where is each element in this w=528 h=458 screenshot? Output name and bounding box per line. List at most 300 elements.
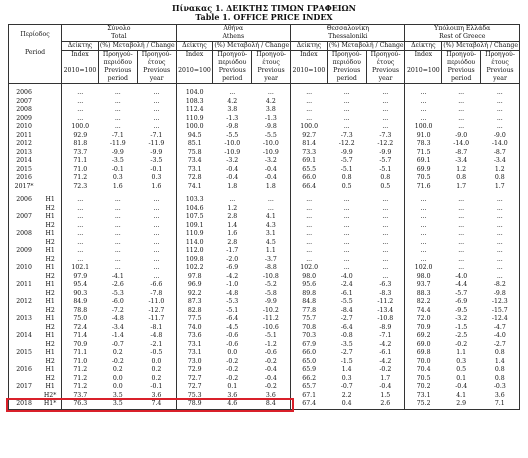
- cell-value: 3.6: [481, 392, 520, 401]
- cell-value: -11.2: [262, 315, 279, 323]
- row-year: 2012: [9, 140, 40, 149]
- cell-value: -6.9: [226, 264, 239, 272]
- cell-value: -10.2: [262, 306, 279, 314]
- cell-value: -0.4: [264, 366, 277, 374]
- row-year: [9, 358, 40, 367]
- cell-value: ...: [481, 89, 520, 98]
- cell-value: ...: [458, 89, 465, 97]
- cell-value: 8.4: [252, 400, 291, 409]
- cell-value: -0.6: [226, 332, 239, 340]
- half-year-row: [9, 205, 520, 214]
- cell-value: 75.0: [62, 315, 99, 324]
- cell-value: ...: [458, 247, 465, 255]
- row-year: [9, 392, 40, 401]
- cell-value: ...: [382, 97, 389, 105]
- cell-value: 102.2: [176, 264, 213, 273]
- cell-value: -4.1: [111, 272, 124, 280]
- cell-value: 70.4: [405, 366, 442, 375]
- half-year-row: [9, 307, 520, 316]
- cell-value: -4.2: [379, 357, 392, 365]
- row-year: 2009: [9, 115, 40, 124]
- cell-value: 75.8: [176, 149, 213, 158]
- cell-value: 3.6: [265, 391, 276, 399]
- cell-value: 3.1: [265, 230, 276, 238]
- cell-value: 81.8: [62, 140, 99, 149]
- cell-value: 0.2: [112, 349, 123, 357]
- cell-value: 71.2: [62, 383, 99, 392]
- row-year: [9, 307, 40, 316]
- row-half: [39, 174, 61, 183]
- cell-value: 98.0: [291, 273, 328, 282]
- half-year-row: [9, 281, 520, 290]
- cell-value: -8.2: [481, 281, 520, 290]
- cell-value: 100.0: [291, 123, 328, 132]
- cell-value: -6.4: [226, 315, 239, 323]
- cell-value: 96.9: [176, 281, 213, 290]
- header-row-index-change: [9, 42, 520, 51]
- cell-value: -0.2: [226, 357, 239, 365]
- cell-value: ...: [481, 264, 520, 273]
- cell-value: 2.8: [227, 213, 238, 221]
- row-year: 2017*: [9, 183, 40, 192]
- cell-value: 1.7: [456, 182, 467, 190]
- half-year-row: [9, 213, 520, 222]
- cell-value: 88.3: [405, 290, 442, 299]
- cell-value: 73.1: [176, 349, 213, 358]
- cell-value: -0.4: [379, 383, 392, 391]
- cell-value: ...: [114, 123, 121, 131]
- cell-value: -11.0: [148, 298, 165, 306]
- prev-period-sublabel-thessaloniki: Προηγού- περιόδου Previous period: [327, 51, 366, 84]
- cell-value: -6.9: [455, 298, 468, 306]
- cell-value: ...: [267, 204, 274, 212]
- change-header-total: (%) Μεταβολή / Change: [99, 42, 175, 49]
- cell-value: ...: [405, 247, 442, 256]
- cell-value: -6.0: [111, 298, 124, 306]
- cell-value: -10.6: [262, 323, 279, 331]
- cell-value: 72.9: [176, 366, 213, 375]
- half-year-row: [9, 366, 520, 375]
- half-year-row: [9, 332, 520, 341]
- cell-value: -2.4: [340, 281, 353, 289]
- cell-value: ...: [382, 238, 389, 246]
- prev-year-sublabel-athens: Προηγού- έτους Previous year: [252, 51, 291, 84]
- cell-value: -4.7: [481, 324, 520, 333]
- cell-value: ...: [62, 205, 99, 214]
- cell-value: 108.3: [176, 98, 213, 107]
- cell-value: ...: [458, 255, 465, 263]
- cell-value: -9.0: [455, 131, 468, 139]
- cell-value: 78.9: [176, 400, 213, 409]
- cell-value: -4.8: [111, 315, 124, 323]
- cell-value: 73.3: [291, 149, 328, 158]
- cell-value: 72.0: [405, 315, 442, 324]
- cell-value: ...: [382, 123, 389, 131]
- cell-value: 3.5: [98, 400, 137, 409]
- cell-value: 77.8: [291, 307, 328, 316]
- cell-value: ...: [267, 89, 274, 97]
- cell-value: 2.8: [227, 238, 238, 246]
- cell-value: 0.3: [112, 174, 123, 182]
- cell-value: -10.0: [262, 140, 279, 148]
- cell-value: -3.4: [111, 323, 124, 331]
- row-year: 2007: [9, 213, 40, 222]
- cell-value: -8.7: [481, 149, 520, 158]
- half-year-row: [9, 196, 520, 205]
- row-half: H1: [45, 230, 55, 238]
- table-title-greek: Πίνακας 1. ΔΕΙΚΤΗΣ ΤΙΜΩΝ ΓΡΑΦΕΙΩΝ: [172, 3, 356, 13]
- index-sublabel-athens: Index 2010=100: [176, 51, 213, 84]
- cell-value: ...: [291, 106, 328, 115]
- cell-value: -3.4: [481, 157, 520, 166]
- cell-value: ...: [382, 204, 389, 212]
- cell-value: 1.5: [380, 391, 391, 399]
- half-year-row: [9, 256, 520, 265]
- row-half: H2*: [43, 391, 57, 399]
- cell-value: ...: [481, 273, 520, 282]
- index-header-athens: Δείκτης: [176, 42, 213, 51]
- cell-value: 0.5: [380, 182, 391, 190]
- cell-value: 75.3: [176, 392, 213, 401]
- cell-value: -5.2: [264, 281, 277, 289]
- cell-value: ...: [62, 230, 99, 239]
- cell-value: ...: [153, 221, 160, 229]
- cell-value: ...: [458, 97, 465, 105]
- cell-value: -2.5: [455, 332, 468, 340]
- row-half: H2: [45, 204, 55, 212]
- cell-value: 104.6: [176, 205, 213, 214]
- half-year-row: [9, 239, 520, 248]
- cell-value: 1.7: [380, 374, 391, 382]
- cell-value: -10.9: [224, 148, 241, 156]
- period-header: [9, 25, 62, 84]
- prev-period-sublabel-athens: Προηγού- περιόδου Previous period: [213, 51, 252, 84]
- half-year-row: [9, 375, 520, 384]
- cell-value: ...: [481, 123, 520, 132]
- row-half: H2: [45, 272, 55, 280]
- cell-value: 92.2: [176, 290, 213, 299]
- prev-year-sublabel-rest: Προηγού- έτους Previous year: [481, 51, 520, 84]
- row-year: [9, 375, 40, 384]
- cell-value: -3.4: [455, 157, 468, 165]
- group-thessaloniki-header: Θεσσαλονίκη Thessaloniki: [291, 25, 405, 42]
- cell-value: -5.5: [264, 131, 277, 139]
- cell-value: ...: [405, 196, 442, 205]
- cell-value: -3.5: [111, 157, 124, 165]
- cell-value: ...: [405, 205, 442, 214]
- cell-value: -1.3: [226, 114, 239, 122]
- cell-value: 69.8: [405, 349, 442, 358]
- cell-value: 70.3: [291, 332, 328, 341]
- cell-value: 84.9: [62, 298, 99, 307]
- cell-value: -0.8: [340, 332, 353, 340]
- cell-value: ...: [62, 222, 99, 231]
- cell-value: 69.1: [405, 157, 442, 166]
- cell-value: ...: [114, 204, 121, 212]
- row-year: 2016: [9, 174, 40, 183]
- cell-value: -4.8: [226, 289, 239, 297]
- cell-value: 70.9: [62, 341, 99, 350]
- cell-value: -0.6: [264, 349, 277, 357]
- cell-value: 78.3: [405, 140, 442, 149]
- row-year: 2018: [9, 400, 40, 409]
- row-year: [9, 222, 40, 231]
- cell-value: -7.3: [379, 131, 392, 139]
- cell-value: 98.0: [405, 273, 442, 282]
- cell-value: ...: [481, 205, 520, 214]
- prev-year-sublabel-thessaloniki: Προηγού- έτους Previous year: [366, 51, 405, 84]
- half-year-row: [9, 349, 520, 358]
- row-year: 2012: [9, 298, 40, 307]
- cell-value: ...: [153, 272, 160, 280]
- index-header-total: Δείκτης: [62, 42, 99, 51]
- cell-value: -4.4: [455, 281, 468, 289]
- cell-value: -3.7: [264, 255, 277, 263]
- row-year: 2015: [9, 349, 40, 358]
- annual-row: [9, 123, 520, 132]
- row-year: 2007: [9, 98, 40, 107]
- index-header-rest: Δείκτης: [405, 42, 442, 51]
- cell-value: -7.1: [111, 131, 124, 139]
- cell-value: 73.1: [176, 166, 213, 175]
- cell-value: -11.9: [148, 140, 165, 148]
- cell-value: ...: [382, 89, 389, 97]
- row-half: H1: [45, 247, 55, 255]
- cell-value: ...: [267, 196, 274, 204]
- cell-value: 65.9: [291, 366, 328, 375]
- row-year: [9, 324, 40, 333]
- cell-value: 73.7: [62, 149, 99, 158]
- cell-value: 0.8: [481, 174, 520, 183]
- cell-value: ...: [291, 89, 328, 98]
- cell-value: -3.5: [340, 340, 353, 348]
- cell-value: 0.8: [456, 174, 467, 182]
- annual-row: [9, 115, 520, 124]
- cell-value: 0.3: [341, 374, 352, 382]
- period-label-en: Period: [24, 49, 46, 56]
- cell-value: ...: [114, 213, 121, 221]
- change-header-thessaloniki: (%) Μεταβολή / Change: [328, 42, 404, 49]
- cell-value: -0.7: [111, 340, 124, 348]
- cell-value: -4.0: [481, 332, 520, 341]
- cell-value: -0.4: [226, 174, 239, 182]
- cell-value: -5.7: [340, 157, 353, 165]
- cell-value: -9.0: [481, 132, 520, 141]
- cell-value: ...: [291, 196, 328, 205]
- half-year-row: [9, 290, 520, 299]
- cell-value: 0.5: [456, 366, 467, 374]
- cell-value: 4.6: [213, 400, 252, 409]
- change-header-athens: (%) Μεταβολή / Change: [214, 42, 290, 49]
- cell-value: -9.8: [264, 123, 277, 131]
- cell-value: ...: [405, 239, 442, 248]
- cell-value: -7.3: [340, 131, 353, 139]
- half-year-row: [9, 392, 520, 401]
- cell-value: -1.3: [264, 114, 277, 122]
- cell-value: ...: [153, 230, 160, 238]
- cell-value: 0.8: [481, 349, 520, 358]
- cell-value: 95.6: [291, 281, 328, 290]
- cell-value: -5.3: [111, 289, 124, 297]
- cell-value: ...: [153, 196, 160, 204]
- cell-value: 103.3: [176, 196, 213, 205]
- cell-value: 0.0: [227, 349, 238, 357]
- cell-value: 87.3: [176, 298, 213, 307]
- cell-value: -8.4: [340, 306, 353, 314]
- annual-row: [9, 106, 520, 115]
- cell-value: 78.8: [62, 307, 99, 316]
- row-year: [9, 239, 40, 248]
- cell-value: -13.4: [377, 306, 394, 314]
- cell-value: -0.3: [481, 383, 520, 392]
- half-year-row: [9, 222, 520, 231]
- cell-value: ...: [458, 114, 465, 122]
- cell-value: 0.0: [151, 357, 162, 365]
- annual-row: [9, 149, 520, 158]
- cell-value: ...: [382, 196, 389, 204]
- row-half: H1: [45, 264, 55, 272]
- cell-value: 97.8: [176, 273, 213, 282]
- cell-value: ...: [153, 89, 160, 97]
- cell-value: 71.0: [62, 358, 99, 367]
- cell-value: ...: [153, 213, 160, 221]
- cell-value: -2.7: [481, 341, 520, 350]
- change-header-rest: (%) Μεταβολή / Change: [443, 42, 519, 49]
- cell-value: 70.9: [405, 324, 442, 333]
- cell-value: ...: [343, 114, 350, 122]
- cell-value: 0.2: [112, 366, 123, 374]
- cell-value: 0.8: [481, 366, 520, 375]
- cell-value: 72.4: [62, 324, 99, 333]
- header-row-groups: [9, 25, 520, 42]
- cell-value: -12.4: [481, 315, 520, 324]
- cell-value: -8.9: [379, 323, 392, 331]
- group-rest-header: Υπόλοιπη Ελλάδα Rest of Greece: [405, 25, 520, 42]
- cell-value: ...: [343, 264, 350, 272]
- row-year: 2015: [9, 166, 40, 175]
- cell-value: 0.8: [380, 174, 391, 182]
- cell-value: 1.1: [265, 247, 276, 255]
- cell-value: 81.4: [291, 140, 328, 149]
- cell-value: 69.0: [405, 341, 442, 350]
- cell-value: 70.2: [405, 383, 442, 392]
- cell-value: 1.4: [227, 221, 238, 229]
- cell-value: ...: [343, 255, 350, 263]
- cell-value: ...: [343, 213, 350, 221]
- cell-value: ...: [343, 97, 350, 105]
- prev-period-sublabel-total: Προηγού- περιόδου Previous period: [98, 51, 137, 84]
- cell-value: ...: [343, 89, 350, 97]
- cell-value: -2.0: [226, 255, 239, 263]
- cell-value: ...: [114, 230, 121, 238]
- period-label-gr: Περίοδος: [20, 31, 50, 38]
- cell-value: -1.0: [226, 281, 239, 289]
- cell-value: ...: [114, 106, 121, 114]
- annual-row: [9, 166, 520, 175]
- cell-value: 72.7: [176, 383, 213, 392]
- cell-value: -4.5: [226, 323, 239, 331]
- row-half: H2: [45, 323, 55, 331]
- cell-value: 71.2: [62, 375, 99, 384]
- cell-value: -1.5: [455, 323, 468, 331]
- cell-value: ...: [405, 106, 442, 115]
- cell-value: 91.0: [405, 132, 442, 141]
- cell-value: ...: [291, 205, 328, 214]
- row-half: [39, 149, 61, 158]
- cell-value: -0.6: [226, 340, 239, 348]
- cell-value: ...: [114, 221, 121, 229]
- cell-value: 1.2: [481, 166, 520, 175]
- cell-value: ...: [62, 213, 99, 222]
- cell-value: ...: [153, 204, 160, 212]
- cell-value: ...: [458, 204, 465, 212]
- row-half: [39, 123, 61, 132]
- cell-value: 0.3: [151, 174, 162, 182]
- cell-value: ...: [382, 114, 389, 122]
- cell-value: -5.5: [340, 298, 353, 306]
- cell-value: 71.6: [405, 183, 442, 192]
- cell-value: 109.1: [176, 222, 213, 231]
- cell-value: -0.2: [226, 366, 239, 374]
- cell-value: 1.1: [456, 349, 467, 357]
- cell-value: 0.3: [456, 357, 467, 365]
- row-half: H2: [45, 340, 55, 348]
- cell-value: ...: [458, 106, 465, 114]
- cell-value: 71.4: [62, 332, 99, 341]
- cell-value: 7.1: [481, 400, 520, 409]
- cell-value: 104.0: [176, 89, 213, 98]
- row-half: [39, 115, 61, 124]
- row-year: 2016: [9, 366, 40, 375]
- cell-value: 102.0: [405, 264, 442, 273]
- cell-value: -8.3: [379, 289, 392, 297]
- cell-value: ...: [343, 106, 350, 114]
- cell-value: -6.6: [150, 281, 163, 289]
- cell-value: 76.3: [62, 400, 99, 409]
- cell-value: ...: [458, 230, 465, 238]
- row-half: H2: [45, 374, 55, 382]
- cell-value: -2.1: [150, 340, 163, 348]
- row-half: [39, 157, 61, 166]
- cell-value: ...: [405, 213, 442, 222]
- cell-value: 72.7: [176, 375, 213, 384]
- cell-value: ...: [343, 196, 350, 204]
- cell-value: 3.6: [227, 391, 238, 399]
- cell-value: 71.5: [405, 149, 442, 158]
- half-year-row: [9, 247, 520, 256]
- cell-value: -5.1: [226, 306, 239, 314]
- cell-value: -12.7: [148, 306, 165, 314]
- cell-value: 70.0: [405, 358, 442, 367]
- cell-value: -0.2: [226, 374, 239, 382]
- cell-value: 93.7: [405, 281, 442, 290]
- cell-value: -5.1: [379, 165, 392, 173]
- cell-value: ...: [343, 123, 350, 131]
- row-year: 2013: [9, 315, 40, 324]
- cell-value: 97.9: [62, 273, 99, 282]
- cell-value: ...: [291, 98, 328, 107]
- cell-value: ...: [382, 221, 389, 229]
- cell-value: -6.4: [340, 323, 353, 331]
- cell-value: 0.1: [456, 374, 467, 382]
- cell-value: 100.0: [405, 123, 442, 132]
- cell-value: 1.2: [227, 204, 238, 212]
- cell-value: 73.4: [176, 157, 213, 166]
- cell-value: ...: [458, 264, 465, 272]
- cell-value: 71.2: [62, 366, 99, 375]
- cell-value: 69.1: [291, 157, 328, 166]
- group-total-header: Σύνολο Total: [62, 25, 176, 42]
